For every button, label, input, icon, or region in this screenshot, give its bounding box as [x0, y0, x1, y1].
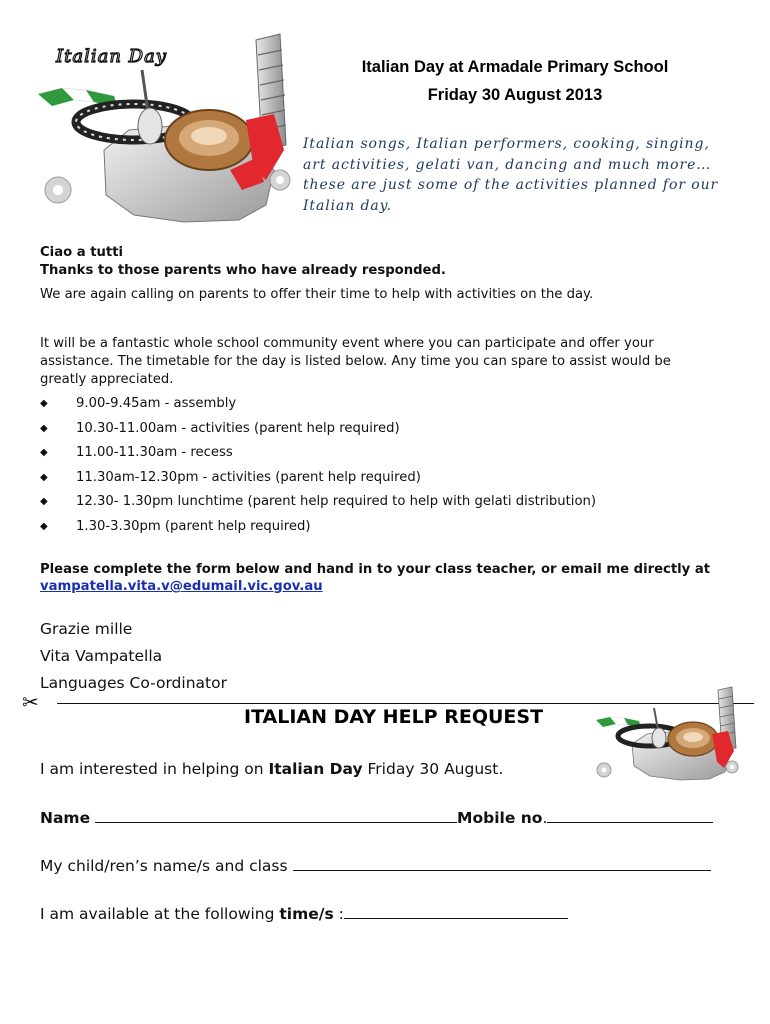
- diamond-bullet-icon: ◆: [40, 496, 48, 508]
- diamond-bullet-icon: ◆: [40, 447, 48, 459]
- mobile-field[interactable]: [547, 808, 713, 823]
- timetable-item: ◆ 11.00-11.30am - recess: [40, 443, 596, 468]
- italian-day-logo: [34, 30, 296, 230]
- timetable-list: [40, 394, 596, 542]
- calling-line: We are again calling on parents to offer their time to help with activities on the day.: [40, 287, 594, 302]
- interest-line: [40, 760, 503, 778]
- diamond-bullet-icon: ◆: [40, 398, 48, 409]
- diamond-bullet-icon: ◆: [40, 422, 48, 434]
- child-field[interactable]: [293, 856, 711, 871]
- scissors-icon: ✂: [22, 690, 39, 714]
- interest-suffix: Friday 30 August.: [362, 760, 504, 778]
- time-label-prefix: I am available at the following: [40, 905, 280, 923]
- mobile-label: Mobile no: [457, 809, 543, 827]
- timetable-item: ◆ 10.30-11.00am - activities (parent help required): [40, 419, 596, 444]
- event-paragraph: It will be a fantastic whole school community event where you can participate and offer your assistance. The timetable for the day is listed below. Any time you can spare to assist would be greatly appreciated.: [40, 336, 671, 387]
- time-field[interactable]: [344, 904, 568, 919]
- timetable-item: ◆ 12.30- 1.30pm lunchtime (parent help required to help with gelati distribution): [40, 492, 596, 517]
- thanks-line: Thanks to those parents who have already responded.: [40, 263, 446, 278]
- time-label-colon: :: [333, 905, 344, 923]
- help-request-title: ITALIAN DAY HELP REQUEST: [244, 706, 544, 728]
- child-row: [40, 856, 711, 875]
- interest-prefix: I am interested in helping on: [40, 760, 269, 778]
- interest-event: Italian Day: [268, 760, 363, 778]
- name-mobile-row: [40, 808, 713, 827]
- event-title: Italian Day at Armadale Primary School: [361, 58, 669, 76]
- time-label-bold: time/s: [279, 905, 334, 923]
- email-link[interactable]: vampatella.vita.v@edumail.vic.gov.au: [40, 579, 323, 594]
- diamond-bullet-icon: ◆: [40, 520, 48, 532]
- mobile-label-period: .: [542, 809, 548, 827]
- child-label: My child/ren’s name/s and class: [40, 857, 288, 875]
- signature-role: Languages Co-ordinator: [40, 674, 227, 692]
- logo-title: Italian Day: [56, 46, 167, 67]
- timetable-item: ◆ 9.00-9.45am - assembly: [40, 394, 596, 419]
- italian-day-logo-small: [592, 684, 742, 784]
- signoff: Grazie mille: [40, 620, 133, 638]
- form-instruction: Please complete the form below and hand in to your class teacher, or email me directly at: [40, 562, 711, 577]
- event-tagline: Italian songs, Italian performers, cooking, singing, art activities, gelati van, dancing and much more… these are just some of the activities planned for our Italian day.: [303, 136, 719, 214]
- timetable-item: ◆ 1.30-3.30pm (parent help required): [40, 517, 596, 542]
- greeting: Ciao a tutti: [40, 245, 124, 260]
- timetable-item: ◆ 11.30am-12.30pm - activities (parent help required): [40, 468, 596, 493]
- time-row: [40, 904, 568, 923]
- signature-name: Vita Vampatella: [40, 647, 163, 665]
- logo-small-illustration: [592, 684, 742, 784]
- diamond-bullet-icon: ◆: [40, 471, 48, 483]
- event-date: Friday 30 August 2013: [427, 86, 603, 104]
- name-label: Name: [40, 809, 91, 827]
- name-field[interactable]: [95, 808, 457, 823]
